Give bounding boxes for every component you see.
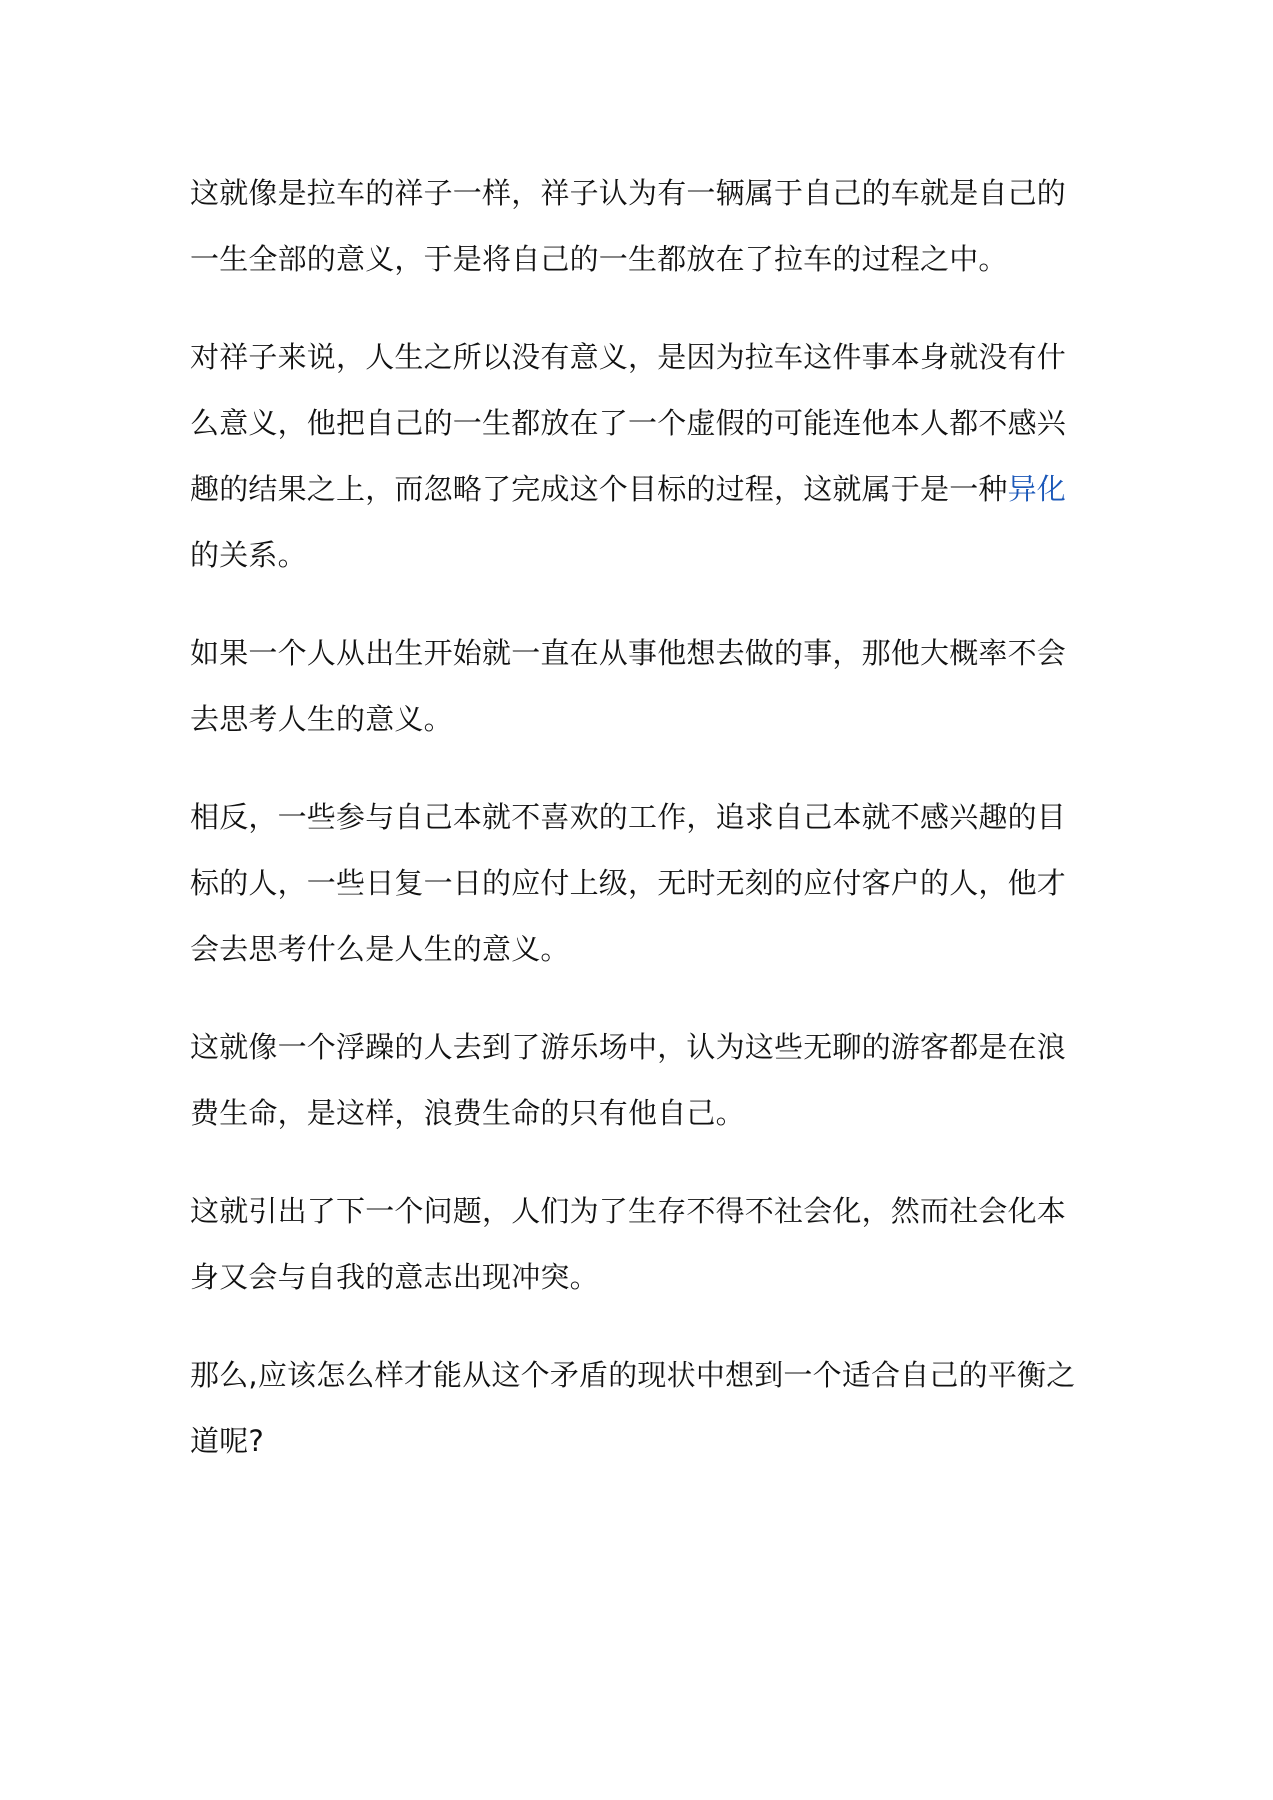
paragraph-2-text-after: 的关系。 [190, 538, 307, 572]
paragraph-5: 这就像一个浮躁的人去到了游乐场中，认为这些无聊的游客都是在浪费生命，是这样，浪费生命的只有他自己。 [190, 1030, 1067, 1130]
alienation-link[interactable]: 异化 [1007, 472, 1067, 506]
paragraph-6: 这就引出了下一个问题，人们为了生存不得不社会化，然而社会化本身又会与自我的意志出现冲突。 [190, 1194, 1067, 1294]
paragraph-2-text-before: 对祥子来说，人生之所以没有意义，是因为拉车这件事本身就没有什么意义，他把自己的一生都放在了一个虚假的可能连他本人都不感兴趣的结果之上，而忽略了完成这个目标的过程，这就属于是一种 [190, 340, 1067, 506]
paragraph-2 [190, 324, 1090, 588]
article-body [190, 160, 1090, 1506]
paragraph-3: 如果一个人从出生开始就一直在从事他想去做的事，那他大概率不会去思考人生的意义。 [190, 636, 1067, 736]
paragraph-1: 这就像是拉车的祥子一样，祥子认为有一辆属于自己的车就是自己的一生全部的意义，于是将自己的一生都放在了拉车的过程之中。 [190, 176, 1067, 276]
paragraph-7: 那么,应该怎么样才能从这个矛盾的现状中想到一个适合自己的平衡之道呢? [190, 1358, 1076, 1458]
paragraph-4: 相反，一些参与自己本就不喜欢的工作，追求自己本就不感兴趣的目标的人，一些日复一日的应付上级，无时无刻的应付客户的人，他才会去思考什么是人生的意义。 [190, 800, 1067, 966]
